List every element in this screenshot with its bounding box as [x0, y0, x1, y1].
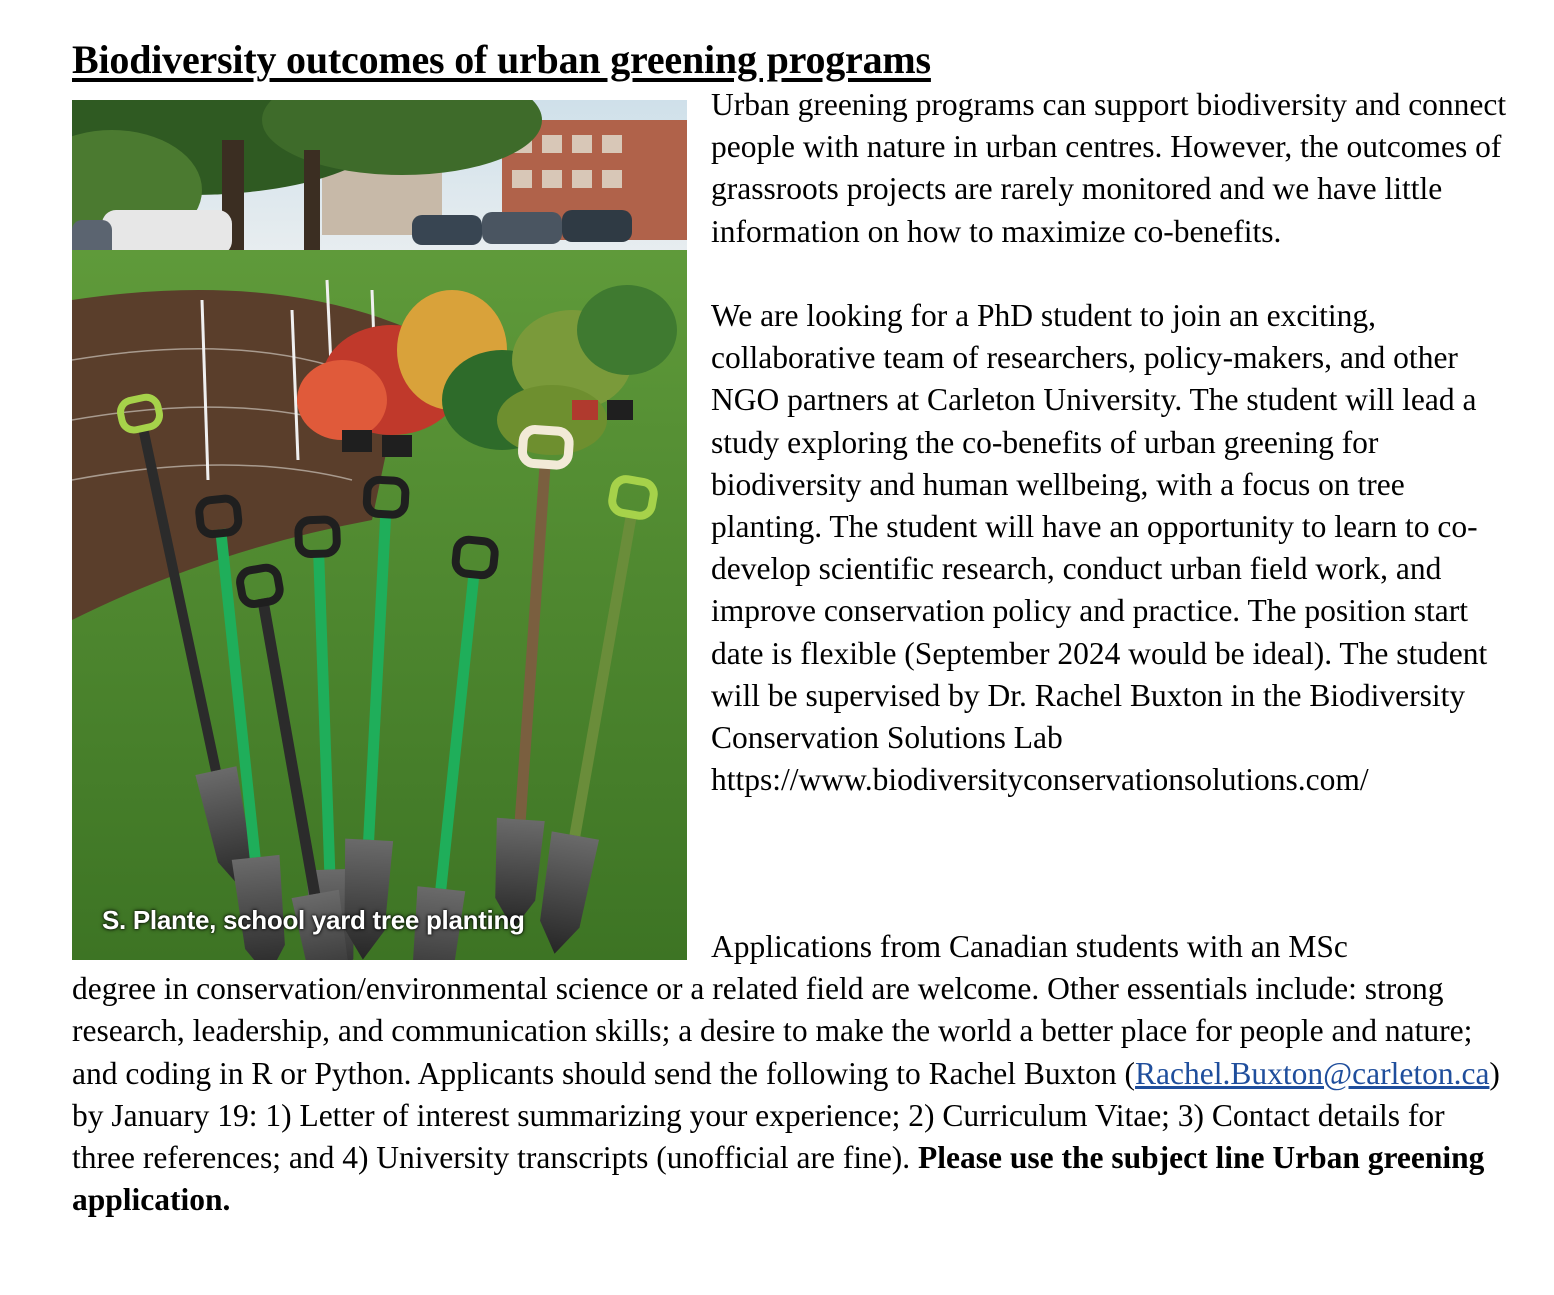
intro-paragraph: Urban greening programs can support biodiversity and connect people with nature in urban centres. However, the outcomes of grassroots projects are rarely monitored and we have little information on how to maximize co-benefits.	[711, 87, 1507, 249]
page-title: Biodiversity outcomes of urban greening programs	[72, 37, 931, 82]
subject-line-instruction: Please use the subject line Urban greening application.	[72, 1140, 1485, 1218]
applications-section	[72, 926, 1502, 1221]
tree-planting-photo	[72, 100, 687, 960]
photo-illustration	[72, 100, 687, 960]
applications-text-continued: ) by January 19: 1) Letter of interest summarizing your experience; 2) Curriculum Vitae; 3) Contact details for three references; and 4) University transcripts (unofficial are fine).	[72, 1055, 1500, 1176]
applications-first-line: Applications from Canadian students with an MSc	[711, 929, 1348, 964]
applications-paragraph	[72, 926, 1502, 1221]
intro-column	[711, 84, 1521, 801]
photo-caption: S. Plante, school yard tree planting	[102, 905, 525, 935]
document-page	[72, 36, 1512, 1218]
email-link[interactable]: Rachel.Buxton@carleton.ca	[1135, 1055, 1490, 1091]
position-paragraph: We are looking for a PhD student to join an exciting, collaborative team of researchers, policy-makers, and other NGO partners at Carleton University. The student will lead a study exploring the co-benefits of urban greening for biodiversity and human wellbeing, with a focus on tree planting. The student will have an opportunity to learn to co-develop scientific research, conduct urban field work, and improve conservation policy and practice. The position start date is flexible (September 2024 would be ideal). The student will be supervised by Dr. Rachel Buxton in the Biodiversity Conservation Solutions Lab https://www.biodiversityconservationsolutions.com/	[711, 298, 1488, 798]
applications-text: degree in conservation/environmental science or a related field are welcome. Other essentials include: strong research, leadership, and communication skills; a desire to make the world a better place for people and nature; and coding in R or Python. Applicants should send the following to Rachel Buxton (	[72, 971, 1473, 1091]
